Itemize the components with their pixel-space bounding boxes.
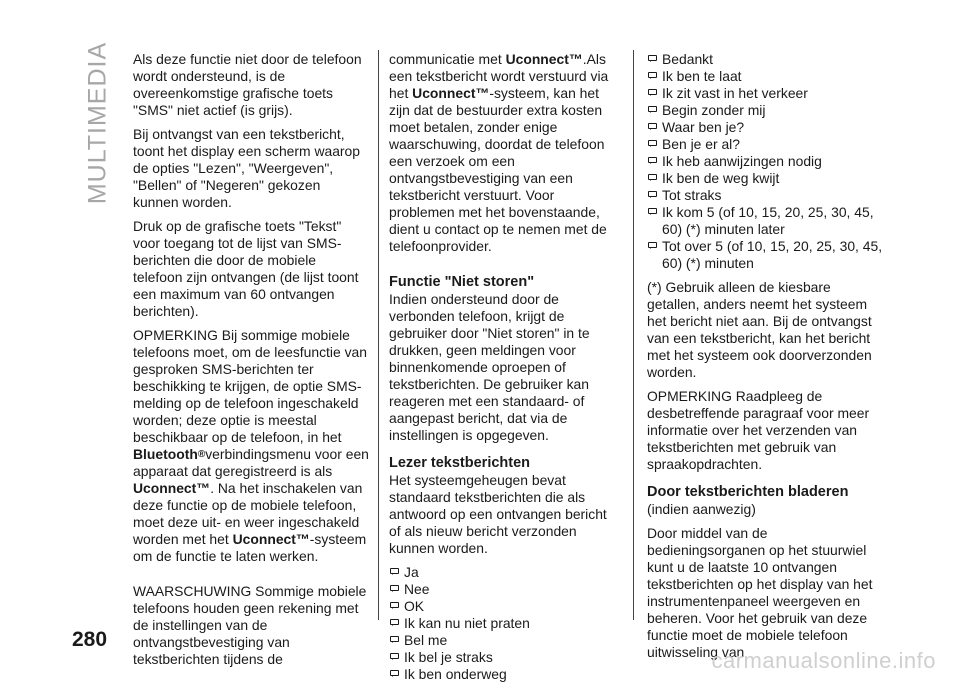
message-list <box>389 564 621 683</box>
section-heading-text-reader: Lezer tekstberichten <box>389 455 531 471</box>
uconnect-term: Uconnect™ <box>412 85 490 101</box>
paragraph: (*) Gebruik alleen de kiesbare getallen, anders neemt het systeem het bericht niet aan. Bij de ontvangst van een tekstbericht, kan het bericht met het systeem ook doorverzonden worden. <box>647 279 872 380</box>
message-icon <box>390 619 399 625</box>
list-item: Nee <box>389 581 621 598</box>
paragraph: Indien ondersteund door de verbonden telefoon, krijgt de gebruiker door "Niet storen" in te drukken, geen meldingen voor binnenkomende oproepen of tekstberichten. De gebruiker kan reageren met een standaard- of aangepast bericht, dat via de instellingen is opgegeven. <box>389 291 590 443</box>
uconnect-term: Uconnect™ <box>232 531 310 547</box>
message-icon <box>390 602 399 608</box>
list-item: Ik kom 5 (of 10, 15, 20, 25, 30, 45, 60) (*) minuten later <box>647 204 883 238</box>
message-list <box>647 51 883 272</box>
list-item: Bel me <box>389 632 621 649</box>
list-item: Bedankt <box>647 51 883 68</box>
list-item: Ben je er al? <box>647 136 883 153</box>
text-column-3 <box>647 51 883 668</box>
list-item: Tot straks <box>647 187 883 204</box>
list-item: Begin zonder mij <box>647 102 883 119</box>
message-icon <box>648 106 657 112</box>
paragraph: Door middel van de bedieningsorganen op het stuurwiel kunt u de laatste 10 ontvangen tekstberichten op het display van het instrumentenpaneel weergeven en beheren. Voor het gebruik van deze functie moet de mobiele telefoon uitwisseling van <box>647 525 873 660</box>
page-number: 280 <box>72 628 108 651</box>
text-column-1 <box>133 51 369 675</box>
message-icon <box>648 191 657 197</box>
paragraph: Als deze functie niet door de telefoon wordt ondersteund, is de overeenkomstige grafische toets "SMS" niet actief (is grijs). <box>133 51 362 118</box>
list-item: OK <box>389 598 621 615</box>
section-heading-do-not-disturb: Functie "Niet storen" <box>389 274 535 290</box>
list-item: Ik zit vast in het verkeer <box>647 85 883 102</box>
paragraph: Druk op de grafische toets "Tekst" voor toegang tot de lijst van SMS-berichten die door de mobiele telefoon zijn ontvangen (de lijst toont een maximum van 60 ontvangen berichten). <box>133 218 359 319</box>
message-icon <box>648 242 657 248</box>
section-heading-browse-messages: Door tekstberichten bladeren <box>647 484 849 500</box>
message-icon <box>390 585 399 591</box>
list-item: Ik ben te laat <box>647 68 883 85</box>
list-item: Waar ben je? <box>647 119 883 136</box>
warning-paragraph: WAARSCHUWING Sommige mobiele telefoons houden geen rekening met de instellingen van de ontvangstbevestiging van tekstberichten tijdens de <box>133 583 367 667</box>
uconnect-term: Uconnect™ <box>505 51 583 67</box>
section-label: MULTIMEDIA <box>83 41 112 205</box>
message-icon <box>390 670 399 676</box>
paragraph: (indien aanwezig) <box>647 501 756 517</box>
text-column-2 <box>389 51 621 690</box>
uconnect-term: Uconnect™ <box>133 480 211 496</box>
bluetooth-term: Bluetooth <box>133 446 198 462</box>
list-item: Ja <box>389 564 621 581</box>
list-item: Ik kan nu niet praten <box>389 615 621 632</box>
list-item: Tot over 5 (of 10, 15, 20, 25, 30, 45, 60) (*) minuten <box>647 238 883 272</box>
note-paragraph: OPMERKING Raadpleeg de desbetreffende paragraaf voor meer informatie over het verzenden van tekstberichten met gebruik van spraakopdrachten. <box>647 388 870 472</box>
column-divider <box>378 50 379 620</box>
note-paragraph: OPMERKING Bij sommige mobiele telefoons moet, om de leesfunctie van gesproken SMS-berichten ter beschikking te krijgen, de optie SMS-melding op de telefoon ingeschakeld worden; deze optie is meestal beschikbaar op de telefoon, in het Bluetooth®verbindingsmenu voor een apparaat dat geregistreerd is als Uconnect™. Na het inschakelen van deze functie op de mobiele telefoon, moet deze uit- en weer ingeschakeld worden met het Uconnect™-systeem om de functie te laten werken. <box>133 327 369 564</box>
message-icon <box>648 157 657 163</box>
paragraph: Het systeemgeheugen bevat standaard tekstberichten die als antwoord op een ontvangen bericht of als nieuw bericht verzonden kunnen worden. <box>389 472 607 556</box>
message-icon <box>648 55 657 61</box>
message-icon <box>648 89 657 95</box>
paragraph: Bij ontvangst van een tekstbericht, toont het display een scherm waarop de opties "Lezen", "Weergeven", "Bellen" of "Negeren" gekozen kunnen worden. <box>133 126 361 210</box>
column-divider <box>633 50 634 620</box>
message-icon <box>648 72 657 78</box>
watermark: carmanualsonline.info <box>711 648 936 673</box>
message-icon <box>390 653 399 659</box>
paragraph: communicatie met Uconnect™.Als een tekstbericht wordt verstuurd via het Uconnect™-systeem, kan het zijn dat de bestuurder extra kosten moet betalen, zonder enige waarschuwing, doordat de telefoon een verzoek om een ontvangstbevestiging van een tekstbericht verstuurt. Voor problemen met het bovenstaande, dient u contact op te nemen met de telefoonprovider. <box>389 51 609 254</box>
message-icon <box>648 174 657 180</box>
message-icon <box>648 140 657 146</box>
message-icon <box>390 636 399 642</box>
list-item: Ik ben onderweg <box>389 666 621 683</box>
list-item: Ik bel je straks <box>389 649 621 666</box>
list-item: Ik heb aanwijzingen nodig <box>647 153 883 170</box>
message-icon <box>648 123 657 129</box>
message-icon <box>648 208 657 214</box>
list-item: Ik ben de weg kwijt <box>647 170 883 187</box>
message-icon <box>390 568 399 574</box>
